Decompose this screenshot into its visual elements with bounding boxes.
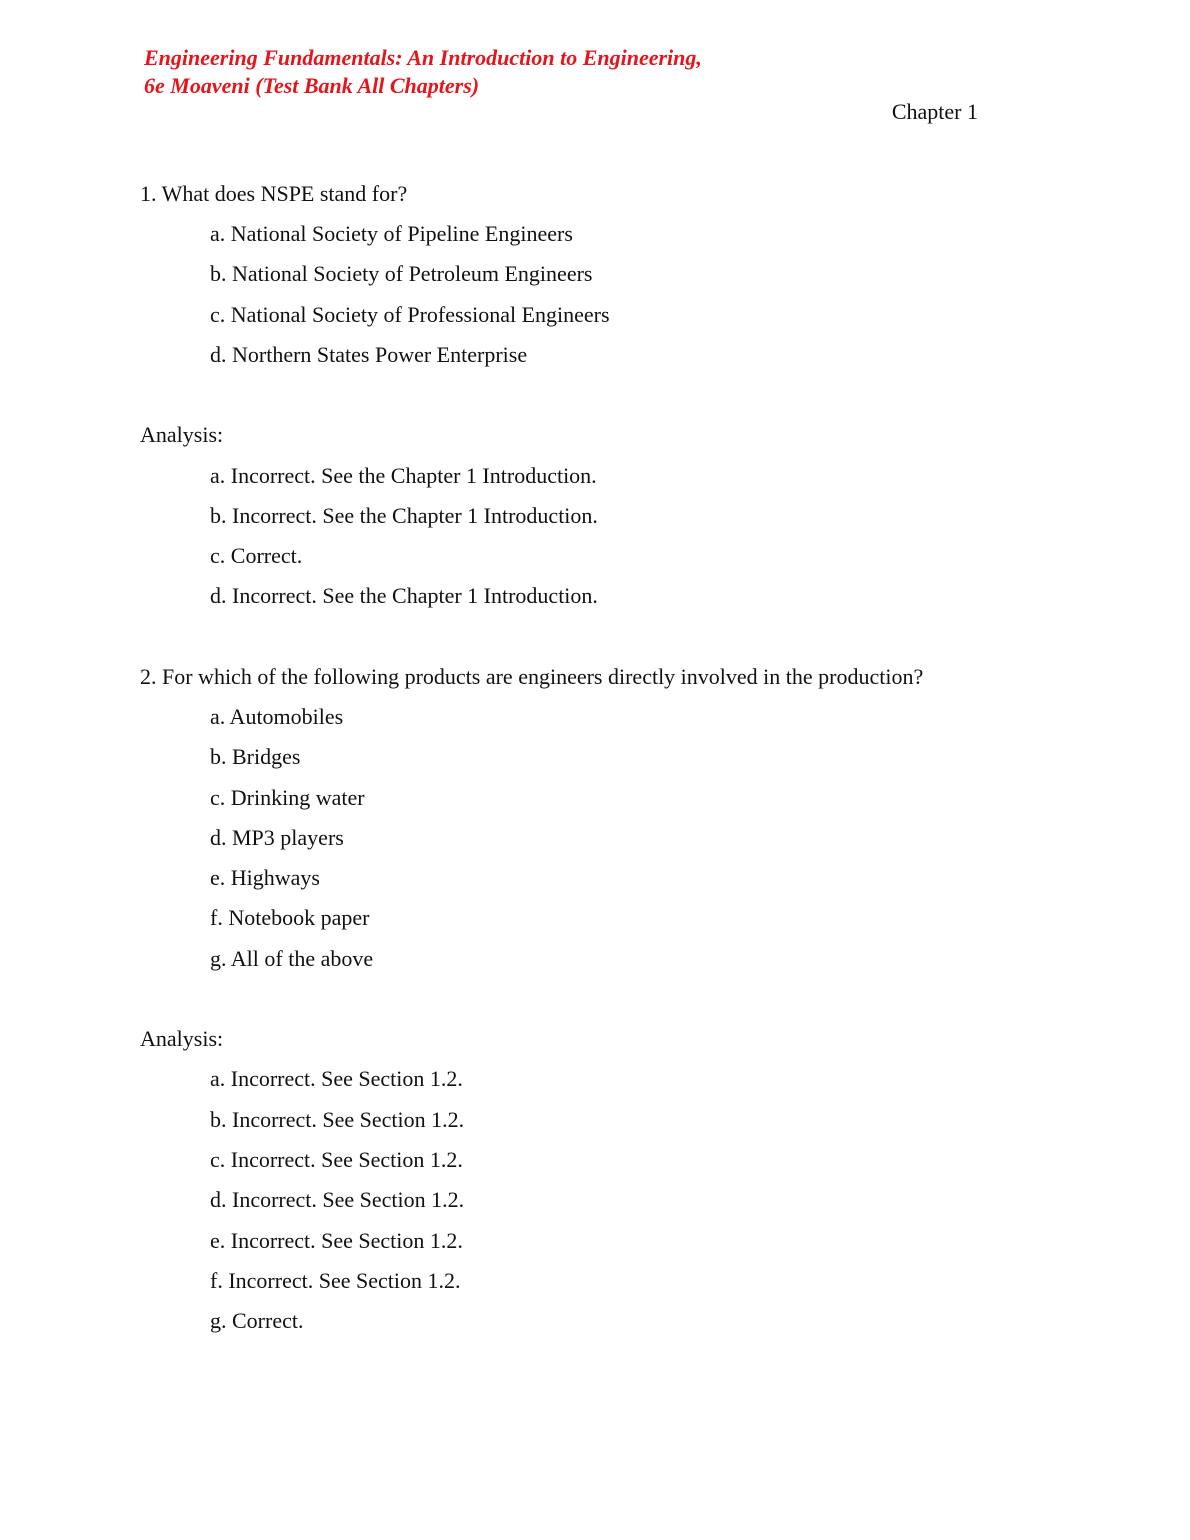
question-1-option-d: d. Northern States Power Enterprise: [210, 342, 528, 367]
question-2-option-f: f. Notebook paper: [210, 905, 370, 930]
chapter-label: Chapter 1: [891, 99, 978, 124]
question-2-option-e: e. Highways: [210, 865, 320, 890]
question-1-option-c: c. National Society of Professional Engineers: [210, 302, 610, 327]
document-title-line-2: 6e Moaveni (Test Bank All Chapters): [144, 73, 480, 98]
document-title-line-1: Engineering Fundamentals: An Introduction to Engineering,: [144, 45, 702, 70]
question-1-option-a: a. National Society of Pipeline Engineers: [210, 221, 573, 246]
question-1-analysis-label: Analysis:: [140, 422, 224, 447]
question-1-prompt: 1. What does NSPE stand for?: [140, 181, 408, 206]
question-1-analysis-d: d. Incorrect. See the Chapter 1 Introduction.: [210, 583, 598, 608]
question-1-option-b: b. National Society of Petroleum Engineers: [210, 261, 593, 286]
question-2-analysis-f: f. Incorrect. See Section 1.2.: [210, 1268, 461, 1293]
question-1-analysis-b: b. Incorrect. See the Chapter 1 Introduction.: [210, 503, 598, 528]
question-2-analysis-d: d. Incorrect. See Section 1.2.: [210, 1187, 465, 1212]
question-1-analysis-a: a. Incorrect. See the Chapter 1 Introduction.: [210, 463, 597, 488]
question-2-option-c: c. Drinking water: [210, 785, 365, 810]
question-2-option-b: b. Bridges: [210, 744, 301, 769]
question-2-prompt: 2. For which of the following products are engineers directly involved in the production?: [140, 664, 924, 689]
question-2-analysis-e: e. Incorrect. See Section 1.2.: [210, 1228, 463, 1253]
question-2-analysis-b: b. Incorrect. See Section 1.2.: [210, 1107, 465, 1132]
question-2-analysis-a: a. Incorrect. See Section 1.2.: [210, 1066, 463, 1091]
question-2-analysis-label: Analysis:: [140, 1026, 224, 1051]
question-2-analysis-g: g. Correct.: [210, 1308, 304, 1333]
question-2-option-a: a. Automobiles: [210, 704, 344, 729]
question-2-analysis-c: c. Incorrect. See Section 1.2.: [210, 1147, 463, 1172]
question-2-option-g: g. All of the above: [210, 946, 374, 971]
question-1-analysis-c: c. Correct.: [210, 543, 303, 568]
question-2-option-d: d. MP3 players: [210, 825, 344, 850]
